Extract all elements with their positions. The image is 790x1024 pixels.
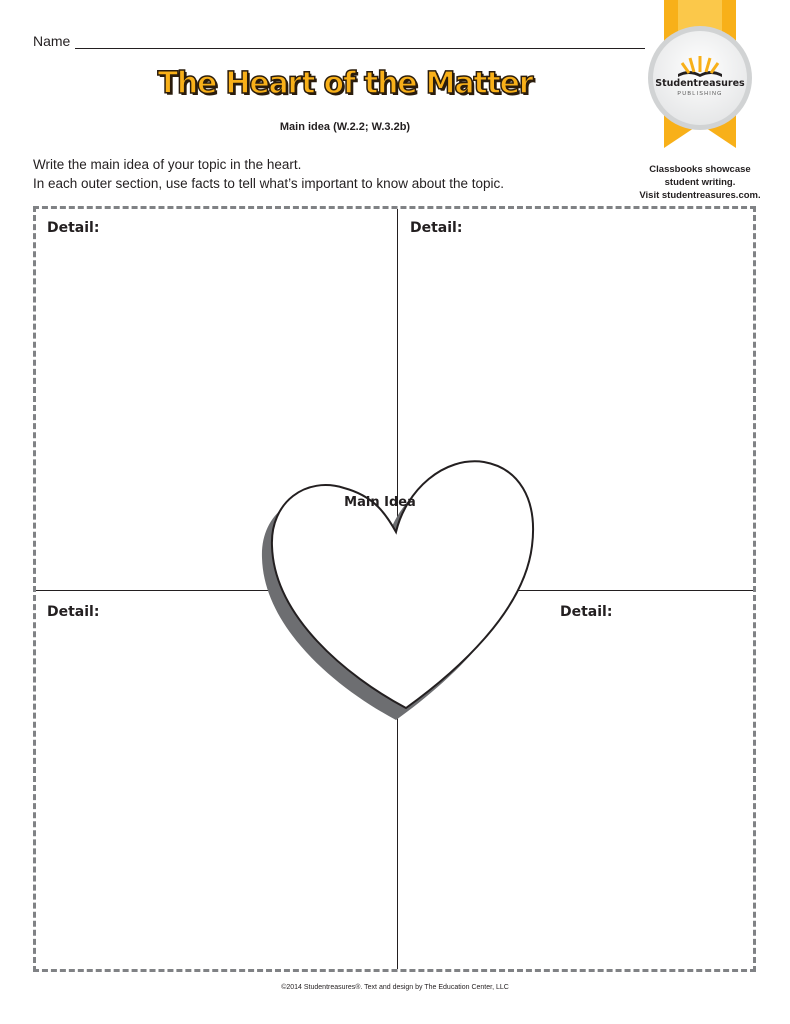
promo-line-2: student writing.	[664, 177, 736, 188]
standards-subtitle: Main idea (W.2.2; W.3.2b)	[279, 121, 411, 133]
promo-line-1: Classbooks showcase	[649, 164, 751, 175]
detail-label-bottom-right: Detail:	[560, 604, 613, 620]
name-row	[33, 33, 645, 51]
heart-icon	[256, 436, 546, 726]
brand-sub: PUBLISHING	[677, 91, 723, 97]
main-idea-label: Main Idea	[344, 495, 416, 510]
detail-label-bottom-left: Detail:	[47, 604, 100, 620]
promo-text	[612, 163, 788, 202]
promo-line-3: Visit studentreasures.com.	[639, 190, 761, 201]
footer-copyright: ©2014 Studentreasures®. Text and design by The Education Center, LLC	[281, 984, 509, 991]
page-title: The Heart of the Matter	[157, 66, 533, 101]
instructions	[33, 155, 504, 193]
detail-label-top-right: Detail:	[410, 220, 463, 236]
brand-name: Studentreasures	[655, 78, 745, 89]
name-line-field[interactable]	[75, 48, 645, 49]
detail-label-top-left: Detail:	[47, 220, 100, 236]
instruction-line-1: Write the main idea of your topic in the heart.	[33, 157, 302, 172]
name-label: Name	[33, 33, 71, 49]
instruction-line-2: In each outer section, use facts to tell what’s important to know about the topic.	[33, 176, 505, 191]
